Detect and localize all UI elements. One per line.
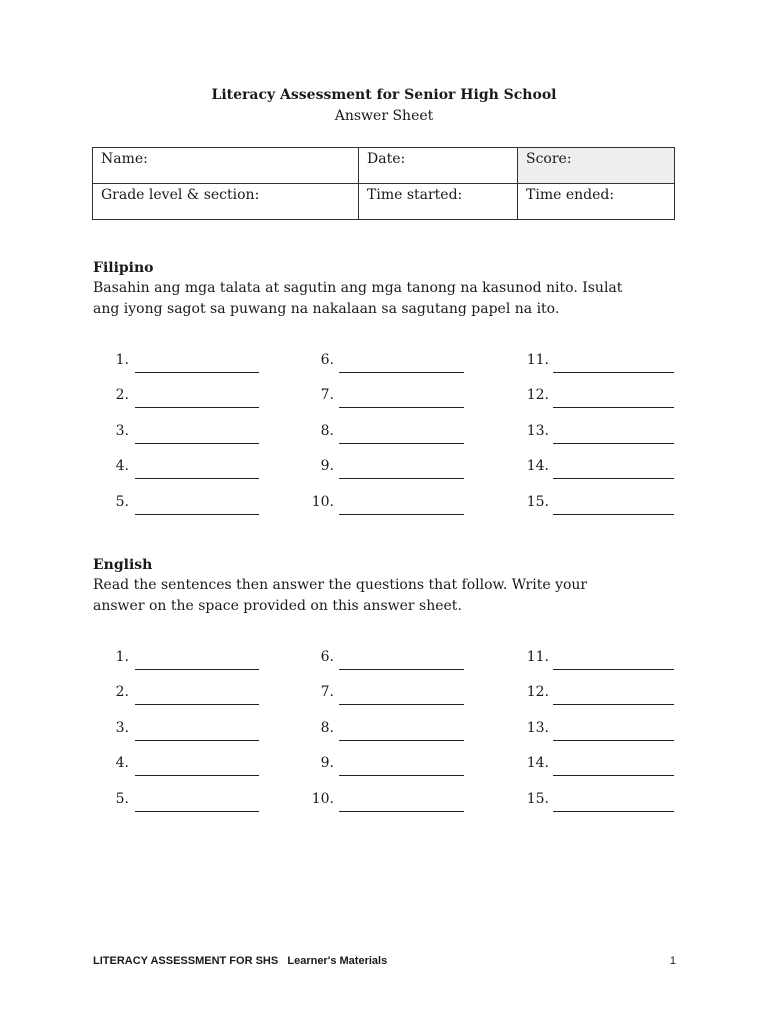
- english-answer-item: [93, 755, 683, 777]
- filipino-answer-number: 1.: [115, 352, 129, 368]
- english-answer-number: 10.: [311, 791, 334, 807]
- english-answer-number: 2.: [115, 684, 129, 700]
- filipino-answer-number: 14.: [526, 458, 549, 474]
- filipino-answer-item: [93, 352, 683, 374]
- english-section: [93, 555, 683, 617]
- filipino-answer-number: 9.: [320, 458, 334, 474]
- english-answer-number: 6.: [320, 649, 334, 665]
- english-answer-number: 8.: [320, 720, 334, 736]
- filipino-answer-number: 15.: [526, 494, 549, 510]
- grade-section-field[interactable]: Grade level & section:: [93, 184, 359, 220]
- date-field[interactable]: Date:: [359, 148, 518, 184]
- filipino-answer-blank[interactable]: [553, 443, 674, 444]
- filipino-answer-blank[interactable]: [553, 372, 674, 373]
- english-answer-number: 1.: [115, 649, 129, 665]
- english-instruction-line-1: Read the sentences then answer the questions that follow. Write your: [93, 577, 588, 593]
- filipino-answer-blank[interactable]: [553, 407, 674, 408]
- english-answer-number: 12.: [526, 684, 549, 700]
- english-heading: English: [93, 557, 153, 573]
- page-title: Literacy Assessment for Senior High School: [211, 87, 557, 103]
- page-footer: [93, 955, 676, 967]
- english-answer-item: [93, 720, 683, 742]
- english-answer-number: 7.: [320, 684, 334, 700]
- english-answer-blank[interactable]: [553, 704, 674, 705]
- filipino-answer-item: [93, 458, 683, 480]
- english-answer-number: 9.: [320, 755, 334, 771]
- english-answer-number: 5.: [115, 791, 129, 807]
- english-answer-item: [93, 649, 683, 671]
- page-subtitle: Answer Sheet: [334, 108, 434, 124]
- filipino-section: [93, 258, 683, 320]
- time-started-field[interactable]: Time started:: [359, 184, 518, 220]
- filipino-heading: Filipino: [93, 260, 154, 276]
- filipino-answer-number: 2.: [115, 387, 129, 403]
- page-number: 1: [669, 955, 676, 967]
- time-ended-field[interactable]: Time ended:: [518, 184, 675, 220]
- filipino-answer-item: [93, 423, 683, 445]
- english-answer-item: [93, 791, 683, 813]
- english-answer-grid: [93, 649, 683, 829]
- filipino-answer-number: 8.: [320, 423, 334, 439]
- filipino-answer-blank[interactable]: [553, 514, 674, 515]
- score-field[interactable]: Score:: [518, 148, 675, 184]
- filipino-answer-item: [93, 387, 683, 409]
- filipino-instruction-line-1: Basahin ang mga talata at sagutin ang mga tanong na kasunod nito. Isulat: [93, 280, 623, 296]
- filipino-answer-number: 4.: [115, 458, 129, 474]
- filipino-answer-number: 7.: [320, 387, 334, 403]
- student-info-table: [92, 147, 675, 220]
- english-answer-number: 4.: [115, 755, 129, 771]
- english-answer-number: 15.: [526, 791, 549, 807]
- filipino-answer-number: 11.: [526, 352, 549, 368]
- filipino-answer-number: 6.: [320, 352, 334, 368]
- english-answer-number: 11.: [526, 649, 549, 665]
- english-answer-number: 3.: [115, 720, 129, 736]
- filipino-instruction-line-2: ang iyong sagot sa puwang na nakalaan sa sagutang papel na ito.: [93, 301, 560, 317]
- english-answer-item: [93, 684, 683, 706]
- english-answer-blank[interactable]: [553, 775, 674, 776]
- english-answer-number: 13.: [526, 720, 549, 736]
- filipino-answer-number: 5.: [115, 494, 129, 510]
- english-answer-blank[interactable]: [553, 669, 674, 670]
- filipino-answer-number: 10.: [311, 494, 334, 510]
- english-answer-blank[interactable]: [553, 740, 674, 741]
- filipino-answer-number: 12.: [526, 387, 549, 403]
- english-answer-number: 14.: [526, 755, 549, 771]
- filipino-answer-number: 3.: [115, 423, 129, 439]
- filipino-answer-number: 13.: [526, 423, 549, 439]
- filipino-answer-item: [93, 494, 683, 516]
- english-answer-blank[interactable]: [553, 811, 674, 812]
- name-field[interactable]: Name:: [93, 148, 359, 184]
- filipino-answer-grid: [93, 352, 683, 532]
- footer-label: LITERACY ASSESSMENT FOR SHS Learner's Materials: [93, 955, 388, 967]
- filipino-answer-blank[interactable]: [553, 478, 674, 479]
- english-instruction-line-2: answer on the space provided on this answer sheet.: [93, 598, 462, 614]
